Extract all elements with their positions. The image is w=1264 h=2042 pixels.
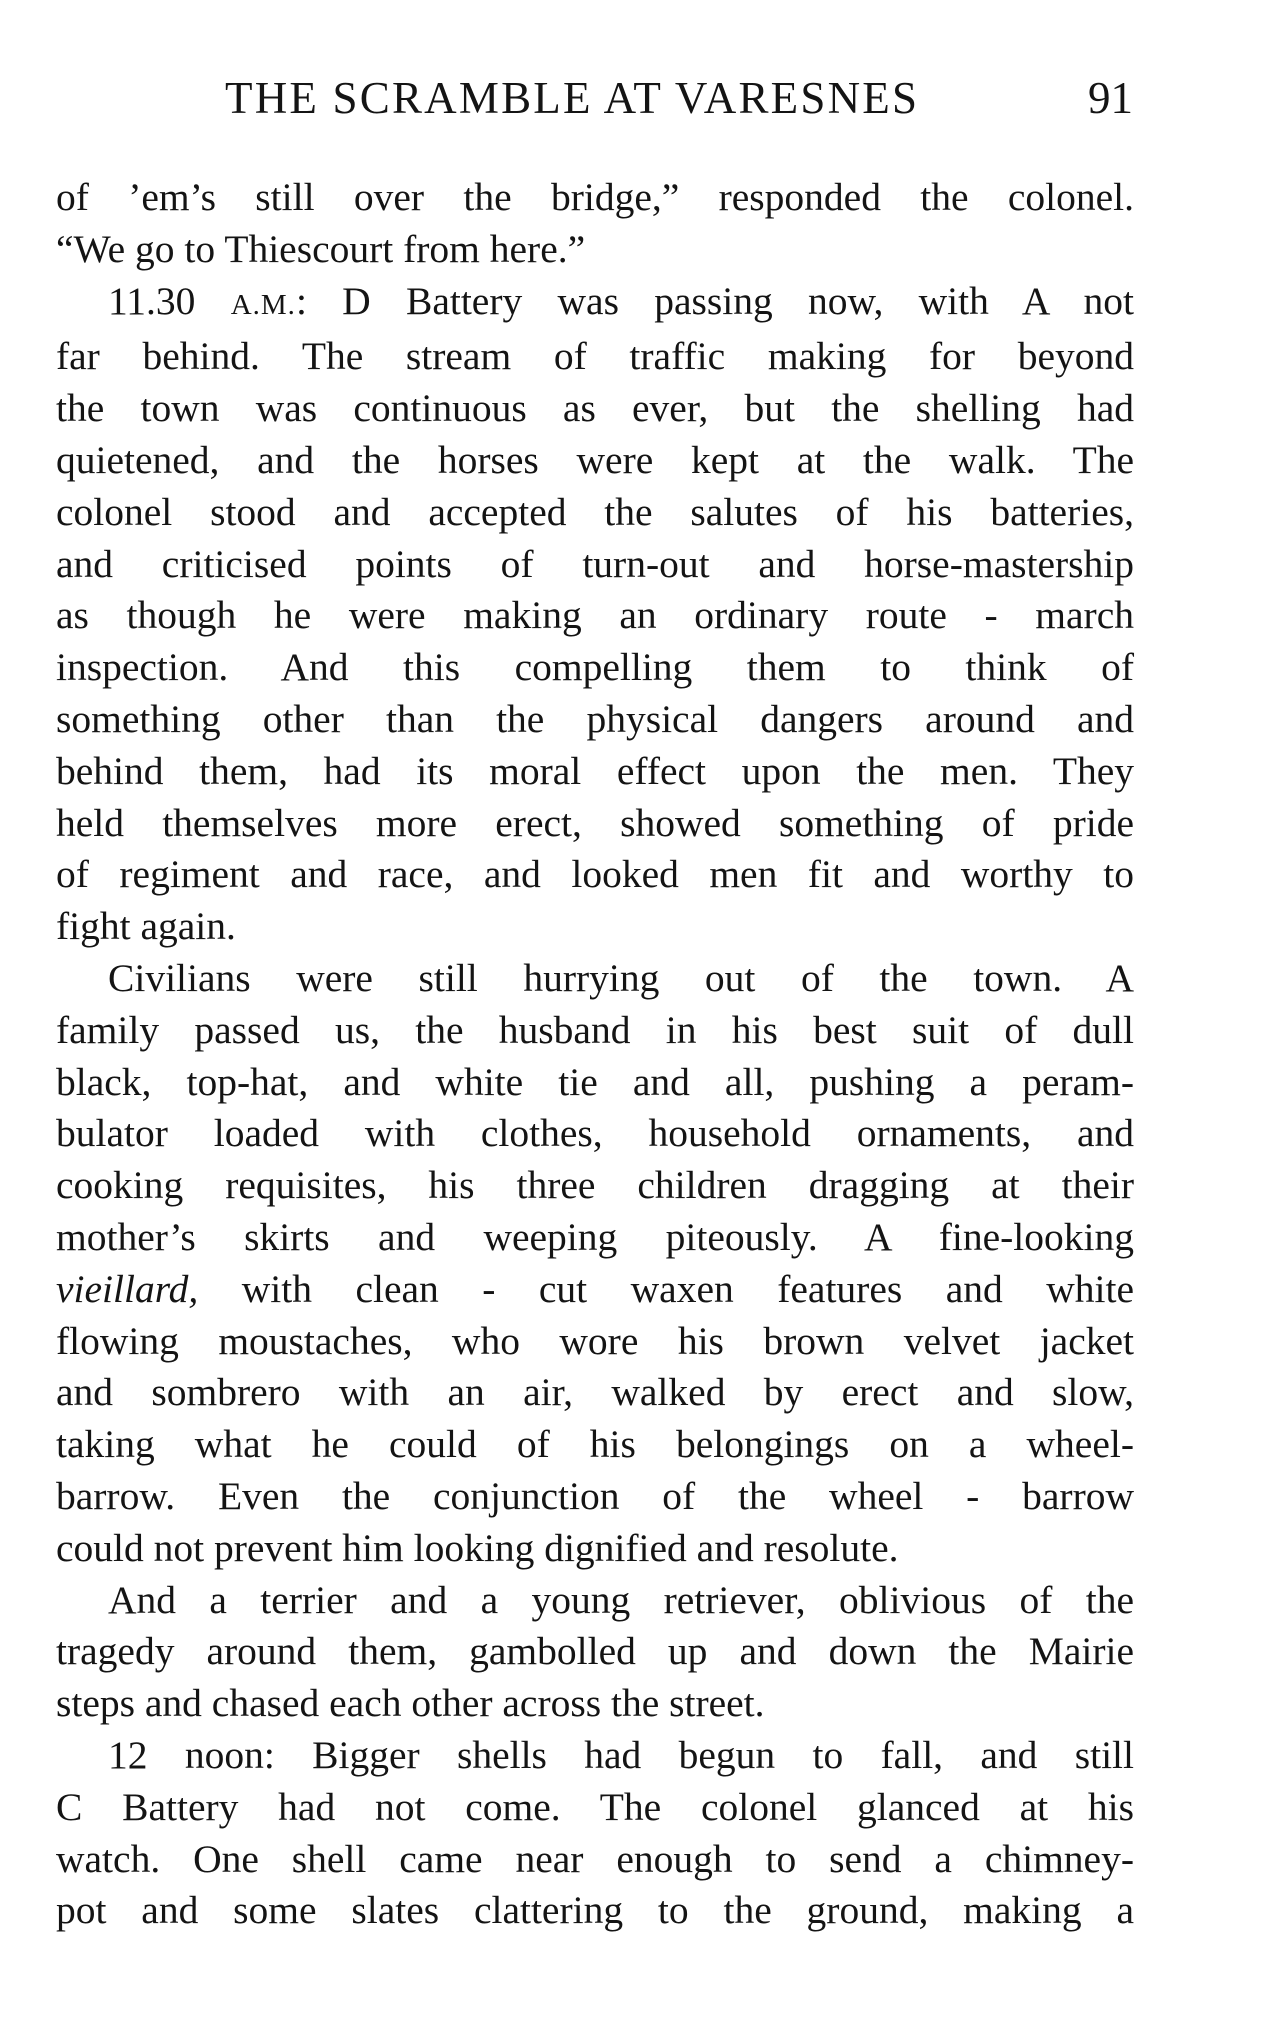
text-line: far behind. The stream of traffic making for beyond bbox=[56, 334, 1134, 379]
text-line: tragedy around them, gambolled up and down the Mairie bbox=[56, 1629, 1134, 1674]
text-line: Civilians were still hurrying out of the town. A bbox=[108, 955, 1134, 1000]
timestamp: 11.30 bbox=[108, 278, 196, 323]
text-line: C Battery had not come. The colonel glanced at his bbox=[56, 1784, 1134, 1829]
text-line: flowing moustaches, who wore his brown velvet jacket bbox=[56, 1318, 1134, 1363]
text-line: “We go to Thiescourt from here.” bbox=[56, 226, 586, 271]
text-line: barrow. Even the conjunction of the wheel - barrow bbox=[56, 1473, 1134, 1518]
text-line: steps and chased each other across the street. bbox=[56, 1681, 765, 1726]
text-line: family passed us, the husband in his best suit of dull bbox=[56, 1007, 1134, 1052]
text-line: the town was continuous as ever, but the shelling had bbox=[56, 386, 1134, 431]
text-line: of ’em’s still over the bridge,” responded the colonel. bbox=[56, 175, 1134, 219]
text-line-rest: with clean - cut waxen features and white bbox=[198, 1266, 1134, 1311]
timestamp-meridiem: A.M. bbox=[230, 288, 296, 321]
text-line-rest: : D Battery was passing now, with A not bbox=[295, 278, 1134, 323]
text-line: black, top-hat, and white tie and all, pushing a peram- bbox=[56, 1059, 1134, 1104]
text-line: watch. One shell came near enough to send a chimney- bbox=[56, 1836, 1134, 1881]
text-line: behind them, had its moral effect upon the men. They bbox=[56, 748, 1134, 793]
text-line: colonel stood and accepted the salutes of his batteries, bbox=[56, 489, 1134, 534]
text-line: and sombrero with an air, walked by erect and slow, bbox=[56, 1370, 1134, 1415]
text-line: and criticised points of turn-out and horse-mastership bbox=[56, 541, 1134, 586]
text-line: 12 noon: Bigger shells had begun to fall, and still bbox=[108, 1732, 1134, 1777]
text-line: held themselves more erect, showed something of pride bbox=[56, 800, 1134, 845]
page-header bbox=[225, 72, 1133, 132]
text-line: cooking requisites, his three children dragging at their bbox=[56, 1163, 1134, 1208]
text-line bbox=[56, 1264, 1134, 1316]
page-number: 91 bbox=[1088, 73, 1133, 123]
text-line: bulator loaded with clothes, household ornaments, and bbox=[56, 1111, 1134, 1156]
text-line: quietened, and the horses were kept at the walk. The bbox=[56, 437, 1134, 482]
text-line: could not prevent him looking dignified and resolute. bbox=[56, 1525, 899, 1570]
text-line: of regiment and race, and looked men fit and worthy to bbox=[56, 852, 1134, 897]
text-line: pot and some slates clattering to the ground, making a bbox=[56, 1888, 1134, 1933]
italic-word: vieillard, bbox=[56, 1266, 199, 1311]
text-line: And a terrier and a young retriever, oblivious of the bbox=[108, 1577, 1134, 1622]
body-text bbox=[56, 172, 1134, 1937]
text-line: something other than the physical dangers around and bbox=[56, 696, 1134, 741]
text-line: inspection. And this compelling them to think of bbox=[56, 645, 1134, 690]
text-line: taking what he could of his belongings on a wheel- bbox=[56, 1422, 1134, 1467]
running-title: THE SCRAMBLE AT VARESNES bbox=[225, 73, 920, 123]
text-line: mother’s skirts and weeping piteously. A fine-looking bbox=[56, 1214, 1134, 1259]
text-line: fight again. bbox=[56, 904, 236, 949]
text-line bbox=[56, 276, 1134, 332]
text-line: as though he were making an ordinary route - march bbox=[56, 593, 1134, 638]
